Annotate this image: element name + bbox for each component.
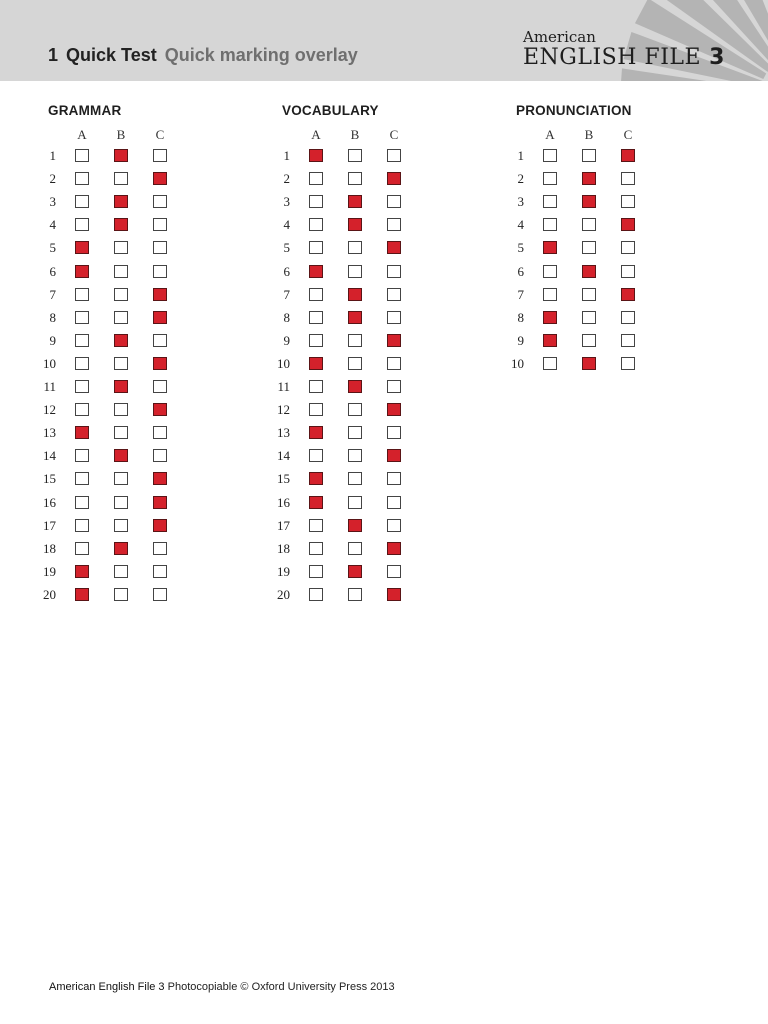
question-number: 10: [511, 355, 524, 371]
answer-box-empty: [387, 496, 401, 509]
answer-box-marked: [621, 218, 635, 231]
answer-box-empty: [582, 288, 596, 301]
answer-row: [504, 355, 654, 378]
answer-row: [36, 286, 186, 309]
question-number: 12: [277, 402, 290, 418]
answer-box-marked: [543, 334, 557, 347]
answer-box-empty: [621, 334, 635, 347]
question-number: 6: [517, 263, 524, 279]
answer-box-empty: [114, 311, 128, 324]
answer-box-empty: [621, 311, 635, 324]
question-number: 1: [283, 148, 290, 163]
answer-box-empty: [348, 426, 362, 439]
answer-box-empty: [114, 403, 128, 416]
answer-box-marked: [153, 519, 167, 532]
answer-box-empty: [75, 380, 89, 393]
column-header-b: B: [350, 127, 360, 142]
answer-box-empty: [114, 519, 128, 532]
question-number: 12: [43, 402, 56, 418]
answer-box-marked: [348, 519, 362, 532]
answer-box-marked: [75, 241, 89, 254]
answer-box-marked: [621, 288, 635, 301]
answer-box-empty: [348, 472, 362, 485]
answer-box-empty: [153, 380, 167, 393]
answer-box-empty: [387, 380, 401, 393]
answer-box-empty: [309, 519, 323, 532]
question-number: 13: [277, 425, 290, 441]
answer-row: [36, 401, 186, 424]
answer-box-marked: [348, 288, 362, 301]
answer-box-empty: [582, 149, 596, 162]
answer-box-marked: [153, 288, 167, 301]
answer-box-empty: [582, 311, 596, 324]
answer-box-empty: [75, 334, 89, 347]
answer-box-empty: [75, 472, 89, 485]
answer-row: [36, 517, 186, 540]
answer-row: [270, 540, 420, 563]
section-grammar: [36, 103, 165, 602]
question-number: 8: [49, 309, 56, 325]
answer-row: [36, 193, 186, 216]
answer-box-empty: [309, 565, 323, 578]
question-number: 2: [49, 171, 56, 187]
answer-row: [36, 424, 186, 447]
column-header-c: C: [389, 127, 399, 142]
answer-row: [36, 540, 186, 563]
answer-box-empty: [114, 265, 128, 278]
answer-box-empty: [309, 288, 323, 301]
answer-row: [504, 309, 654, 332]
answer-row: [36, 216, 186, 239]
question-number: 19: [277, 563, 290, 579]
column-header-a: A: [311, 127, 321, 142]
answer-box-empty: [114, 565, 128, 578]
answer-box-empty: [348, 449, 362, 462]
answer-box-empty: [348, 542, 362, 555]
answer-box-empty: [153, 265, 167, 278]
answer-row: [504, 286, 654, 309]
section-vocabulary: [270, 103, 399, 602]
page-footer: [49, 981, 395, 993]
question-number: 14: [277, 448, 290, 464]
answer-box-empty: [153, 334, 167, 347]
answer-box-empty: [387, 195, 401, 208]
answer-box-empty: [348, 265, 362, 278]
question-number: 11: [43, 379, 56, 394]
column-header-c: C: [155, 127, 165, 142]
section-pronunciation: [504, 103, 633, 371]
answer-row: [270, 494, 420, 517]
question-number: 7: [49, 286, 56, 302]
answer-row: [270, 286, 420, 309]
column-header-a: A: [545, 127, 555, 142]
question-number: 8: [517, 309, 524, 325]
question-number: 6: [283, 263, 290, 279]
question-number: 10: [277, 355, 290, 371]
answer-box-marked: [75, 265, 89, 278]
answer-box-empty: [348, 334, 362, 347]
answer-box-marked: [387, 403, 401, 416]
test-name: Quick Test: [66, 45, 157, 65]
answer-row: [36, 447, 186, 470]
question-number: 1: [517, 148, 524, 163]
answer-box-marked: [621, 149, 635, 162]
answer-box-marked: [387, 334, 401, 347]
question-number: 18: [43, 540, 56, 556]
answer-box-empty: [621, 357, 635, 370]
answer-row: [36, 355, 186, 378]
answer-box-marked: [309, 496, 323, 509]
answer-box-empty: [387, 565, 401, 578]
answer-box-empty: [153, 241, 167, 254]
answer-box-marked: [153, 172, 167, 185]
answer-box-empty: [309, 172, 323, 185]
question-number: 5: [517, 240, 524, 256]
footer-title: American English File 3: [49, 981, 165, 993]
answer-box-marked: [114, 149, 128, 162]
answer-box-marked: [582, 265, 596, 278]
answer-row: [504, 263, 654, 286]
answer-box-marked: [309, 265, 323, 278]
question-number: 6: [49, 263, 56, 279]
answer-row: [270, 216, 420, 239]
answer-row: [270, 355, 420, 378]
brand-logo: [523, 29, 725, 70]
answer-row: [270, 447, 420, 470]
answer-box-empty: [153, 218, 167, 231]
answer-box-empty: [309, 334, 323, 347]
answer-box-empty: [387, 357, 401, 370]
answer-box-empty: [114, 496, 128, 509]
question-number: 5: [283, 240, 290, 256]
answer-box-empty: [387, 311, 401, 324]
answer-box-empty: [621, 195, 635, 208]
question-number: 17: [43, 517, 56, 533]
answer-box-empty: [153, 588, 167, 601]
answer-box-empty: [309, 449, 323, 462]
column-header-c: C: [623, 127, 633, 142]
answer-row: [504, 193, 654, 216]
column-header-b: B: [116, 127, 126, 142]
brand-big-text: ENGLISH FILE: [523, 45, 702, 70]
answer-row: [36, 586, 186, 609]
answer-box-empty: [348, 172, 362, 185]
answer-box-empty: [75, 403, 89, 416]
answer-box-empty: [543, 288, 557, 301]
question-number: 7: [283, 286, 290, 302]
answer-box-empty: [309, 241, 323, 254]
answer-box-marked: [309, 149, 323, 162]
question-number: 2: [517, 171, 524, 187]
answer-box-empty: [348, 496, 362, 509]
answer-row: [36, 147, 186, 170]
answer-box-empty: [543, 218, 557, 231]
answer-box-marked: [348, 380, 362, 393]
question-number: 16: [277, 494, 290, 510]
answer-box-marked: [153, 472, 167, 485]
column-header-b: B: [584, 127, 594, 142]
answer-box-empty: [621, 265, 635, 278]
answer-box-marked: [153, 496, 167, 509]
question-number: 4: [283, 217, 290, 233]
answer-box-empty: [348, 357, 362, 370]
answer-row: [270, 586, 420, 609]
answer-box-marked: [387, 241, 401, 254]
answer-row: [270, 470, 420, 493]
answer-box-marked: [114, 542, 128, 555]
answer-row: [270, 401, 420, 424]
answer-box-empty: [348, 241, 362, 254]
answer-box-empty: [153, 426, 167, 439]
answer-box-empty: [309, 542, 323, 555]
question-number: 20: [277, 586, 290, 602]
answer-box-empty: [582, 218, 596, 231]
answer-box-empty: [387, 426, 401, 439]
answer-box-empty: [114, 241, 128, 254]
answer-box-marked: [309, 357, 323, 370]
answer-box-marked: [75, 426, 89, 439]
brand-small-text: American: [523, 28, 596, 46]
answer-box-marked: [309, 472, 323, 485]
answer-box-empty: [543, 172, 557, 185]
answer-box-empty: [621, 241, 635, 254]
answer-box-empty: [75, 218, 89, 231]
answer-row: [270, 239, 420, 262]
answer-box-marked: [114, 218, 128, 231]
answer-row: [270, 309, 420, 332]
answer-box-marked: [543, 241, 557, 254]
answer-box-empty: [75, 449, 89, 462]
answer-box-empty: [75, 357, 89, 370]
answer-row: [270, 193, 420, 216]
answer-box-marked: [348, 195, 362, 208]
question-number: 16: [43, 494, 56, 510]
answer-box-marked: [348, 311, 362, 324]
question-number: 14: [43, 448, 56, 464]
answer-box-marked: [309, 426, 323, 439]
question-number: 8: [283, 309, 290, 325]
test-number: 1: [48, 45, 59, 65]
section-title: VOCABULARY: [282, 103, 379, 118]
section-title: GRAMMAR: [48, 103, 122, 118]
answer-box-marked: [114, 380, 128, 393]
question-number: 15: [277, 471, 290, 487]
question-number: 11: [277, 379, 290, 394]
answer-box-empty: [75, 311, 89, 324]
answer-row: [270, 147, 420, 170]
question-number: 5: [49, 240, 56, 256]
answer-box-empty: [309, 311, 323, 324]
footer-text: Photocopiable © Oxford University Press 2013: [167, 981, 395, 993]
answer-box-empty: [309, 588, 323, 601]
answer-box-empty: [153, 565, 167, 578]
answer-box-empty: [387, 472, 401, 485]
question-number: 15: [43, 471, 56, 487]
answer-box-marked: [387, 542, 401, 555]
answer-row: [504, 332, 654, 355]
question-number: 7: [517, 286, 524, 302]
test-subtitle: Quick marking overlay: [164, 45, 358, 65]
answer-row: [36, 332, 186, 355]
question-number: 2: [283, 171, 290, 187]
answer-box-marked: [348, 218, 362, 231]
answer-box-empty: [387, 519, 401, 532]
section-title: PRONUNCIATION: [516, 103, 632, 118]
question-number: 10: [43, 355, 56, 371]
answer-box-empty: [582, 334, 596, 347]
question-number: 18: [277, 540, 290, 556]
answer-box-empty: [114, 288, 128, 301]
answer-box-empty: [75, 149, 89, 162]
answer-row: [504, 147, 654, 170]
answer-box-marked: [75, 588, 89, 601]
answer-box-marked: [582, 172, 596, 185]
answer-box-empty: [621, 172, 635, 185]
answer-box-empty: [309, 403, 323, 416]
answer-box-marked: [582, 195, 596, 208]
question-number: 4: [49, 217, 56, 233]
answer-box-empty: [582, 241, 596, 254]
question-number: 3: [517, 194, 524, 210]
answer-row: [270, 170, 420, 193]
answer-box-empty: [114, 357, 128, 370]
brand-level: 3: [709, 45, 725, 70]
answer-row: [36, 170, 186, 193]
answer-row: [36, 309, 186, 332]
answer-box-empty: [387, 218, 401, 231]
answer-box-empty: [543, 195, 557, 208]
answer-box-marked: [153, 357, 167, 370]
answer-box-empty: [543, 149, 557, 162]
answer-box-empty: [153, 542, 167, 555]
answer-box-empty: [114, 472, 128, 485]
answer-box-marked: [153, 403, 167, 416]
question-number: 17: [277, 517, 290, 533]
answer-box-empty: [114, 588, 128, 601]
answer-row: [270, 517, 420, 540]
answer-box-empty: [387, 265, 401, 278]
question-number: 20: [43, 586, 56, 602]
answer-box-empty: [153, 449, 167, 462]
answer-box-marked: [582, 357, 596, 370]
answer-box-marked: [114, 449, 128, 462]
question-number: 4: [517, 217, 524, 233]
answer-row: [270, 263, 420, 286]
brand-title: [523, 46, 725, 70]
column-header-a: A: [77, 127, 87, 142]
answer-row: [36, 563, 186, 586]
question-number: 3: [283, 194, 290, 210]
answer-box-marked: [543, 311, 557, 324]
question-number: 9: [49, 332, 56, 348]
answer-box-empty: [114, 172, 128, 185]
answer-box-empty: [75, 195, 89, 208]
answer-row: [270, 424, 420, 447]
answer-box-empty: [543, 265, 557, 278]
answer-row: [36, 378, 186, 401]
answer-box-marked: [114, 195, 128, 208]
answer-box-marked: [114, 334, 128, 347]
question-number: 1: [49, 148, 56, 163]
answer-box-empty: [75, 542, 89, 555]
answer-box-empty: [348, 403, 362, 416]
answer-row: [36, 239, 186, 262]
answer-row: [36, 263, 186, 286]
answer-box-empty: [348, 149, 362, 162]
answer-box-empty: [309, 195, 323, 208]
answer-row: [504, 170, 654, 193]
answer-box-marked: [153, 311, 167, 324]
answer-box-empty: [387, 149, 401, 162]
answer-box-marked: [348, 565, 362, 578]
answer-box-empty: [114, 426, 128, 439]
answer-box-empty: [387, 288, 401, 301]
answer-row: [504, 216, 654, 239]
answer-box-empty: [75, 172, 89, 185]
answer-row: [270, 332, 420, 355]
question-number: 3: [49, 194, 56, 210]
answer-box-empty: [153, 149, 167, 162]
test-title: [48, 45, 358, 67]
answer-box-empty: [75, 519, 89, 532]
answer-row: [36, 470, 186, 493]
answer-box-empty: [309, 380, 323, 393]
question-number: 19: [43, 563, 56, 579]
answer-box-empty: [309, 218, 323, 231]
question-number: 9: [517, 332, 524, 348]
question-number: 9: [283, 332, 290, 348]
answer-box-empty: [153, 195, 167, 208]
answer-row: [270, 378, 420, 401]
answer-box-marked: [387, 449, 401, 462]
answer-box-marked: [75, 565, 89, 578]
answer-box-marked: [387, 172, 401, 185]
answer-box-empty: [543, 357, 557, 370]
page-header: [0, 0, 768, 81]
answer-box-empty: [75, 496, 89, 509]
answer-box-empty: [348, 588, 362, 601]
answer-row: [270, 563, 420, 586]
answer-row: [36, 494, 186, 517]
answer-row: [504, 239, 654, 262]
question-number: 13: [43, 425, 56, 441]
answer-box-empty: [75, 288, 89, 301]
answer-box-marked: [387, 588, 401, 601]
